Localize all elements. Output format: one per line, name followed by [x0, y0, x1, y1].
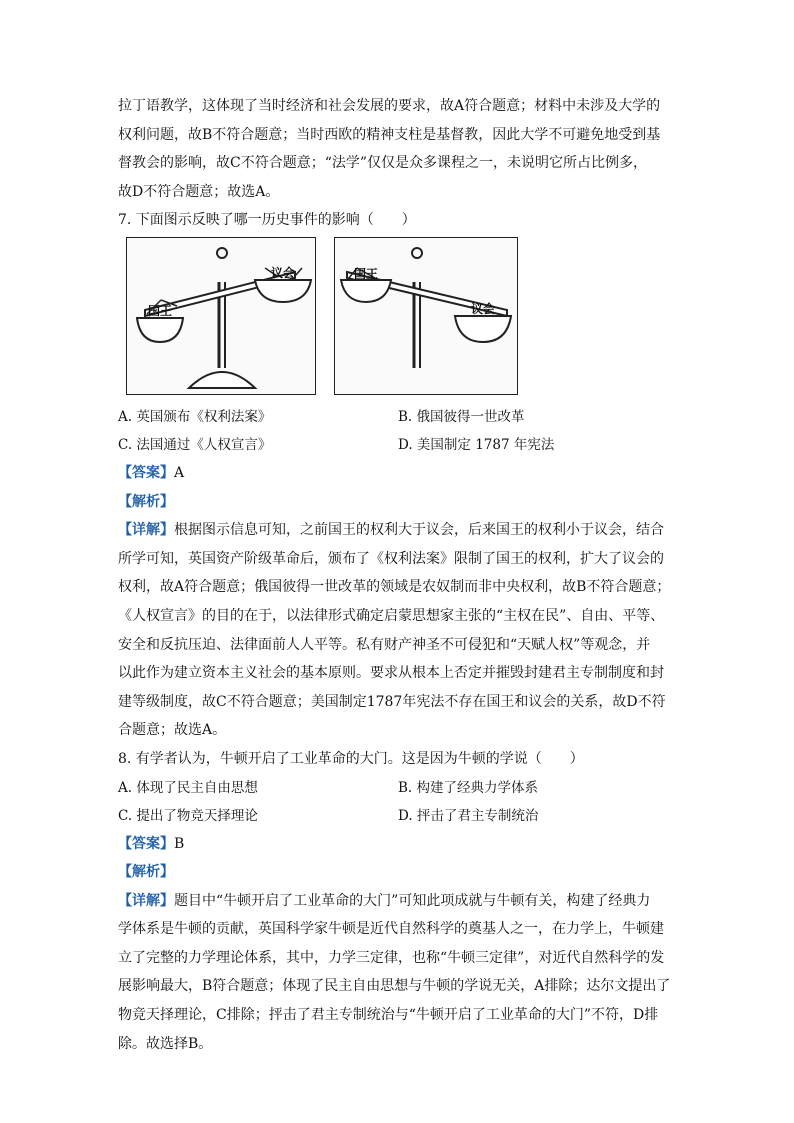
- option-b: B. 构建了经典力学体系: [398, 779, 539, 796]
- detail-line: [118, 887, 678, 916]
- option-b: B. 俄国彼得一世改革: [398, 408, 525, 425]
- option-d: D. 美国制定 1787 年宪法: [398, 436, 555, 453]
- option-a: A. 英国颁布《权利法案》: [118, 408, 272, 425]
- detail-line: 《人权宣言》的目的在于，以法律形式确定启蒙思想家主张的“主权在民”、自由、平等、: [118, 607, 665, 624]
- detail-line: 物竞天择理论，C排除；抨击了君主专制统治与“牛顿开启了工业革命的大门”不符，D排: [118, 1007, 659, 1024]
- question-7-figure: [126, 237, 678, 399]
- detail-text: 根据图示信息可知，之前国王的权利大于议会，后来国王的权利小于议会，结合: [174, 522, 664, 539]
- detail-line: 建等级制度，故C不符合题意；美国制定1787年宪法不存在国王和议会的关系，故D不符: [118, 693, 666, 710]
- analysis-tag: 【解析】: [118, 493, 174, 510]
- detail-line: 除。故选择B。: [118, 1035, 213, 1052]
- text-line: 拉丁语教学，这体现了当时经济和社会发展的要求，故A符合题意；材料中未涉及大学的: [118, 98, 661, 114]
- option-c: C. 提出了物竞天择理论: [118, 807, 258, 824]
- answer-tag: 【答案】: [118, 835, 174, 852]
- king-label: 国王: [147, 303, 173, 318]
- question-7-analysis: [118, 488, 678, 517]
- question-8-options-row-2: [118, 802, 678, 830]
- question-7-stem: 7. 下面图示反映了哪一历史事件的影响（ ）: [118, 212, 416, 229]
- detail-line: [118, 516, 678, 545]
- question-7-options-row-1: [118, 403, 678, 431]
- text-line: 督教会的影响，故C不符合题意；“法学”仅仅是众多课程之一，未说明它所占比例多，: [118, 155, 648, 172]
- detail-line: 权利，故A符合题意；俄国彼得一世改革的领域是农奴制而非中央权利，故B不符合题意；: [118, 579, 671, 596]
- scale-parliament-heavier-drawing: [335, 238, 517, 394]
- document-page: [118, 92, 678, 1058]
- balance-scale-before: [126, 237, 316, 395]
- king-label: 国王: [353, 266, 379, 281]
- detail-line: 所学可知，英国资产阶级革命后，颁布了《权利法案》限制了国王的权利，扩大了议会的: [118, 550, 664, 567]
- question-7-options-row-2: [118, 431, 678, 459]
- scale-king-heavier-drawing: [127, 238, 315, 394]
- detail-line: 以此作为建立资本主义社会的基本原则。要求从根本上否定并摧毁封建君主专制制度和封: [118, 665, 664, 682]
- question-8-options-row-1: [118, 774, 678, 802]
- question-7-detail: [118, 516, 678, 745]
- answer-value: A: [174, 464, 185, 481]
- detail-line: 学体系是牛顿的贡献，英国科学家牛顿是近代自然科学的奠基人之一，在力学上，牛顿建: [118, 921, 664, 938]
- question-8-answer: [118, 830, 678, 859]
- detail-line: 立了完整的力学理论体系，其中，力学三定律，也称“牛顿三定律”，对近代自然科学的发: [118, 949, 665, 966]
- option-c: C. 法国通过《人权宣言》: [118, 436, 272, 453]
- balance-scale-after: [334, 237, 518, 395]
- parliament-label: 议会: [470, 301, 496, 316]
- parliament-label: 议会: [270, 265, 296, 280]
- question-8-detail: [118, 887, 678, 1059]
- detail-line: 合题意；故选A。: [118, 722, 227, 739]
- text-line: 故D不符合题意；故选A。: [118, 183, 280, 200]
- answer-tag: 【答案】: [118, 464, 174, 481]
- previous-explanation: [118, 92, 678, 206]
- question-7-answer: [118, 459, 678, 488]
- detail-text: 题目中“牛顿开启了工业革命的大门”可知此项成就与牛顿有关，构建了经典力: [174, 892, 651, 909]
- option-d: D. 抨击了君主专制统治: [398, 807, 539, 824]
- text-line: 权利问题，故B不符合题意；当时西欧的精神支柱是基督教，因此大学不可避免地受到基: [118, 126, 661, 143]
- detail-tag: 【详解】: [118, 892, 174, 909]
- detail-line: 展影响最大，B符合题意；体现了民主自由思想与牛顿的学说无关，A排除；达尔文提出了: [118, 978, 671, 995]
- question-8-stem: 8. 有学者认为，牛顿开启了工业革命的大门。这是因为牛顿的学说（ ）: [118, 750, 584, 767]
- analysis-tag: 【解析】: [118, 864, 174, 881]
- detail-line: 安全和反抗压迫、法律面前人人平等。私有财产神圣不可侵犯和“天赋人权”等观念，并: [118, 636, 651, 653]
- question-8-analysis: [118, 858, 678, 887]
- detail-tag: 【详解】: [118, 522, 174, 539]
- answer-value: B: [174, 835, 185, 852]
- option-a: A. 体现了民主自由思想: [118, 779, 258, 796]
